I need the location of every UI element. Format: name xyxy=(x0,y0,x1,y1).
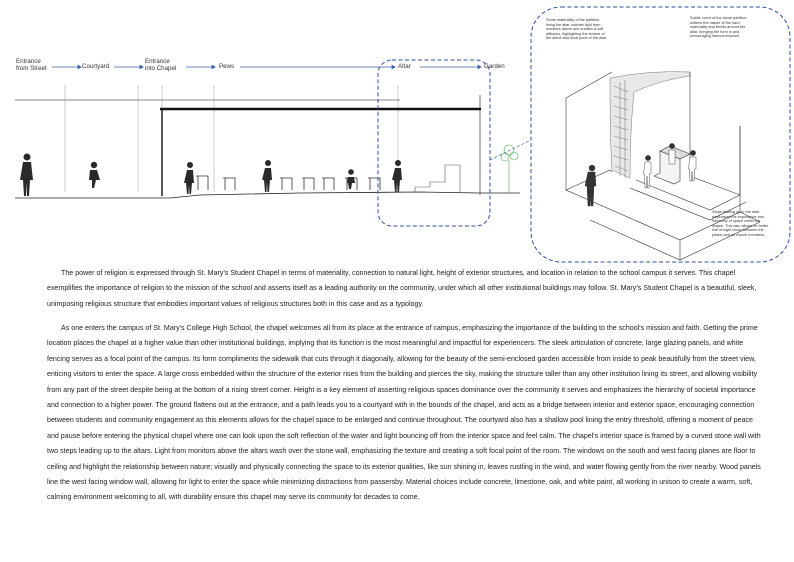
sequence-label-entrance-street: Entrance from Street xyxy=(16,58,47,72)
person-icon xyxy=(669,143,675,164)
sequence-label-entrance-chapel: Entrance into Chapel xyxy=(145,58,177,72)
person-icon xyxy=(585,165,596,206)
sequence-label-garden: Garden xyxy=(484,63,505,70)
body-paragraph-1: The power of religion is expressed through St. Mary's Student Chapel in terms of materiality, connection to natural light, height of exterior structures, and location in relation to the school campus it serves. This chapel exemplifies the importance of religion to the mission of the school and asserts itself as a leading authority on the community, under which all other institutional buildings may follow. St. Mary's Student Chapel is a beautiful, sleek, unimposing religious structure that embodies important values of religious structures both in this case and as a typology. xyxy=(47,269,757,308)
altar-axon-diagram xyxy=(0,0,794,270)
partition-wall-back xyxy=(690,72,740,195)
sequence-label-courtyard: Courtyard xyxy=(82,63,110,70)
sequence-label-pews: Pews xyxy=(219,63,235,70)
annotation-partition: Stone materiality of the partition lining the altar catches light from monitors above and creates a soft diffusion, highlighting the texture of the stone and focal point of the altar. xyxy=(546,18,608,41)
annotation-steps: Steps leading up to the altar emphasize the importance and hierarchy of space within the chapel. This also allows for better line of sight vision between the pastor and all church members. xyxy=(712,210,769,237)
annotation-curve: Subtle curve of the stone partition softens the nature of the hard materiality and bends around the altar, bringing the form in and encouraging intercommunion. xyxy=(690,16,747,39)
sequence-label-altar: Altar xyxy=(398,63,411,70)
person-icon xyxy=(689,150,697,181)
person-icon xyxy=(644,155,652,188)
body-paragraph-2: As one enters the campus of St. Mary's College High School, the chapel welcomes all from its place at the entrance of campus, emphasizing the importance of the building to the school's mission and faith. Getting the prime location places the chapel at a higher value than other institutional buildings, implying that its function is the most meaningful and impactful for experiencers. The sleek articulation of concrete, large glazing panels, and white fencing serves as a focal point of the campus. Its form compliments the sidewalk that cuts through it diagonally, allowing for the beauty of the semi-enclosed garden accessible from inside to peak beautifully from the street view, enticing visitors to enter the space. A large cross embedded within the structure of the exterior rises from the building and pierces the sky, making the structure taller than any other institution lining its street, and allowing visibility from any part of the street despite being at the bottom of a rising street corner. Height is a key element of asserting religious spaces dominance over the community it serves and emphasizes the hierarchy of societal importance and connection to a higher power. The ground flattens out at the entrance, and a path leads you to a courtyard with in the bounds of the chapel, and acts as a bridge between interior and exterior space, encouraging connection between students and community engagement as this elements allows for the chapel space to be enlarged and continue throughout. The courtyard also has a shallow pool lining the entry threshold, offering a moment of peace and pause before entering the physical chapel where one can look upon the soft reflection of the water and light bouncing off from the interior space and feel calm. The chapel's interior space is framed by a curved stone wall with two steps leading up to the altars. Light from monitors above the altars wash over the stone wall, emphasizing the texture and creating a soft focal point of the room. The windows on the south and west facing planes are floor to ceiling and highlight the relationship between nature; visually and physically connecting the space to its exterior qualities, like sun shining in, leaves rustling in the wind, and water flowing gently from the river nearby. Wood panels line the west facing window wall, allowing for light to enter the space while minimizing distractions from passersby. Material choices include concrete, limestone, oak, and white paint, all working in unison to create a warm, soft, calming environment welcoming to all, with durability ensure this chapel may serve its community for decades to come. xyxy=(47,324,761,502)
